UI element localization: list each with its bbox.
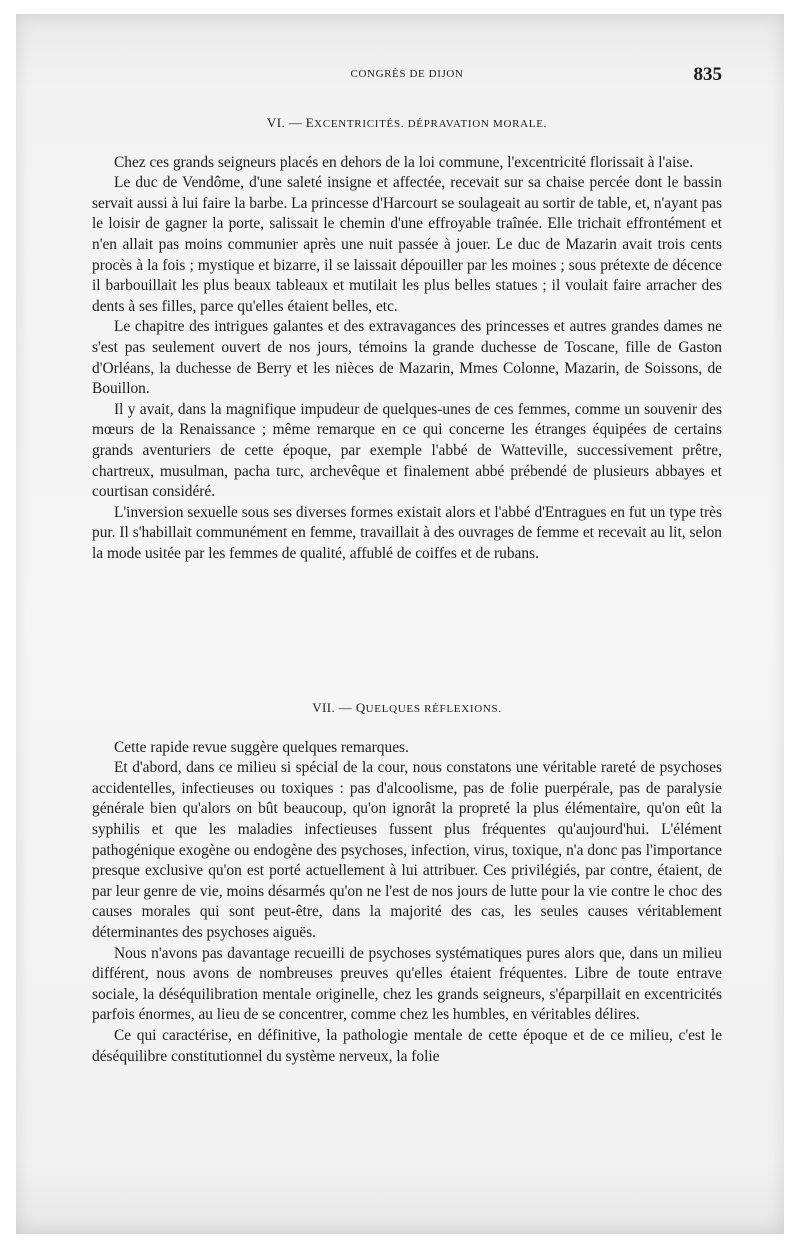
paragraph: Et d'abord, dans ce milieu si spécial de la cour, nous constatons une véritable rareté de psychoses accidentelles, infectieuses ou toxiques : pas d'alcoolisme, pas de folie puerpérale, pas de paralysie générale bien qu'alors on bût beaucoup, qu'on ignorât la propreté la plus élémentaire, qu'on eût la syphilis et que les maladies infectieuses fussent plus fréquentes qu'aujourd'hui. L'élément pathogénique exogène ou endogène des psychoses, infection, virus, toxique, n'a donc pas l'importance presque exclusive qu'on est porté actuellement à lui attribuer. Ces privilégiés, par contre, étaient, de par leur genre de vie, moins désarmés qu'on ne l'est de nos jours de lutte pour la vie contre le choc des causes morales qui sont peut-être, dans la majorité des cas, les seules causes véritablement déterminantes des psychoses aiguës. bbox=[92, 759, 722, 941]
section-title: UELQUES RÉFLEXIONS. bbox=[365, 703, 502, 715]
paragraph: Le duc de Vendôme, d'une saleté insigne et affectée, recevait sur sa chaise percée dont le bassin servait aussi à lui faire la barbe. La princesse d'Harcourt se soulageait au sortir de table, et, n'ayant pas le loisir de gagner la porte, salissait le chemin d'une effroyable traînée. Elle trichait effrontément et n'en allait pas moins communier après une nuit passée à jouer. Le duc de Mazarin avait trois cents procès à la fois ; mystique et bizarre, il se laissait dépouiller par les moines ; sous prétexte de décence il barbouillait les plus beaux tableaux et mutilait les plus belles statues ; il voulait faire arracher des dents à ses filles, parce qu'elles étaient belles, etc. bbox=[92, 174, 722, 315]
running-title: CONGRÈS DE DIJON bbox=[350, 68, 464, 80]
paragraph: Chez ces grands seigneurs placés en dehors de la loi commune, l'excentricité florissait à l'aise. bbox=[114, 153, 694, 171]
section-excentricites bbox=[92, 113, 722, 564]
section-heading-vi bbox=[92, 113, 722, 135]
section-reflexions bbox=[92, 698, 722, 1067]
section-number: VI. — bbox=[266, 115, 303, 130]
running-header bbox=[92, 64, 722, 88]
paragraph: Le chapitre des intrigues galantes et des extravagances des princesses et autres grandes dames ne s'est pas seulement ouvert de nos jours, témoins la grande duchesse de Toscane, fille de Gaston d'Orléans, la duchesse de Berry et les nièces de Mazarin, Mmes Colonne, Mazarin, de Soissons, de Bouillon. bbox=[92, 318, 722, 398]
paragraph: L'inversion sexuelle sous ses diverses formes existait alors et l'abbé d'Entragues en fut un type très pur. Il s'habillait communément en femme, travaillait à des ouvrages de femme et recevait au lit, selon la mode usitée par les femmes de qualité, affublé de coiffes et de rubans. bbox=[92, 503, 722, 562]
section-title: XCENTRICITÉS. DÉPRAVATION MORALE. bbox=[314, 118, 548, 130]
section-heading-vii bbox=[92, 698, 722, 720]
section-title-initial: Q bbox=[355, 700, 366, 715]
page-number: 835 bbox=[693, 64, 722, 85]
paragraph: Nous n'avons pas davantage recueilli de psychoses systématiques pures alors que, dans un milieu différent, nous avons de nombreuses preuves qu'elles étaient fréquentes. Libre de toute entrave sociale, la déséquilibration mentale originelle, chez les grands seigneurs, s'éparpillait en excentricités parfois énormes, au lieu de se concentrer, comme chez les humbles, en véritables délires. bbox=[92, 944, 722, 1024]
paragraph: Ce qui caractérise, en définitive, la pathologie mentale de cette époque et de ce milieu, c'est le déséquilibre constitutionnel du système nerveux, la folie bbox=[92, 1026, 722, 1065]
section-title-initial: E bbox=[305, 115, 315, 130]
paragraph: Il y avait, dans la magnifique impudeur de quelques-unes de ces femmes, comme un souvenir des mœurs de la Renaissance ; même remarque en ce qui concerne les étranges équipées de certains grands aventuriers de cette époque, par exemple l'abbé de Watteville, successivement prêtre, chartreux, musulman, pacha turc, archevêque et finalement abbé prébendé de plusieurs abbayes et courtisan considéré. bbox=[92, 400, 722, 501]
paragraph: Cette rapide revue suggère quelques remarques. bbox=[114, 738, 409, 756]
section-number: VII. — bbox=[312, 700, 353, 715]
